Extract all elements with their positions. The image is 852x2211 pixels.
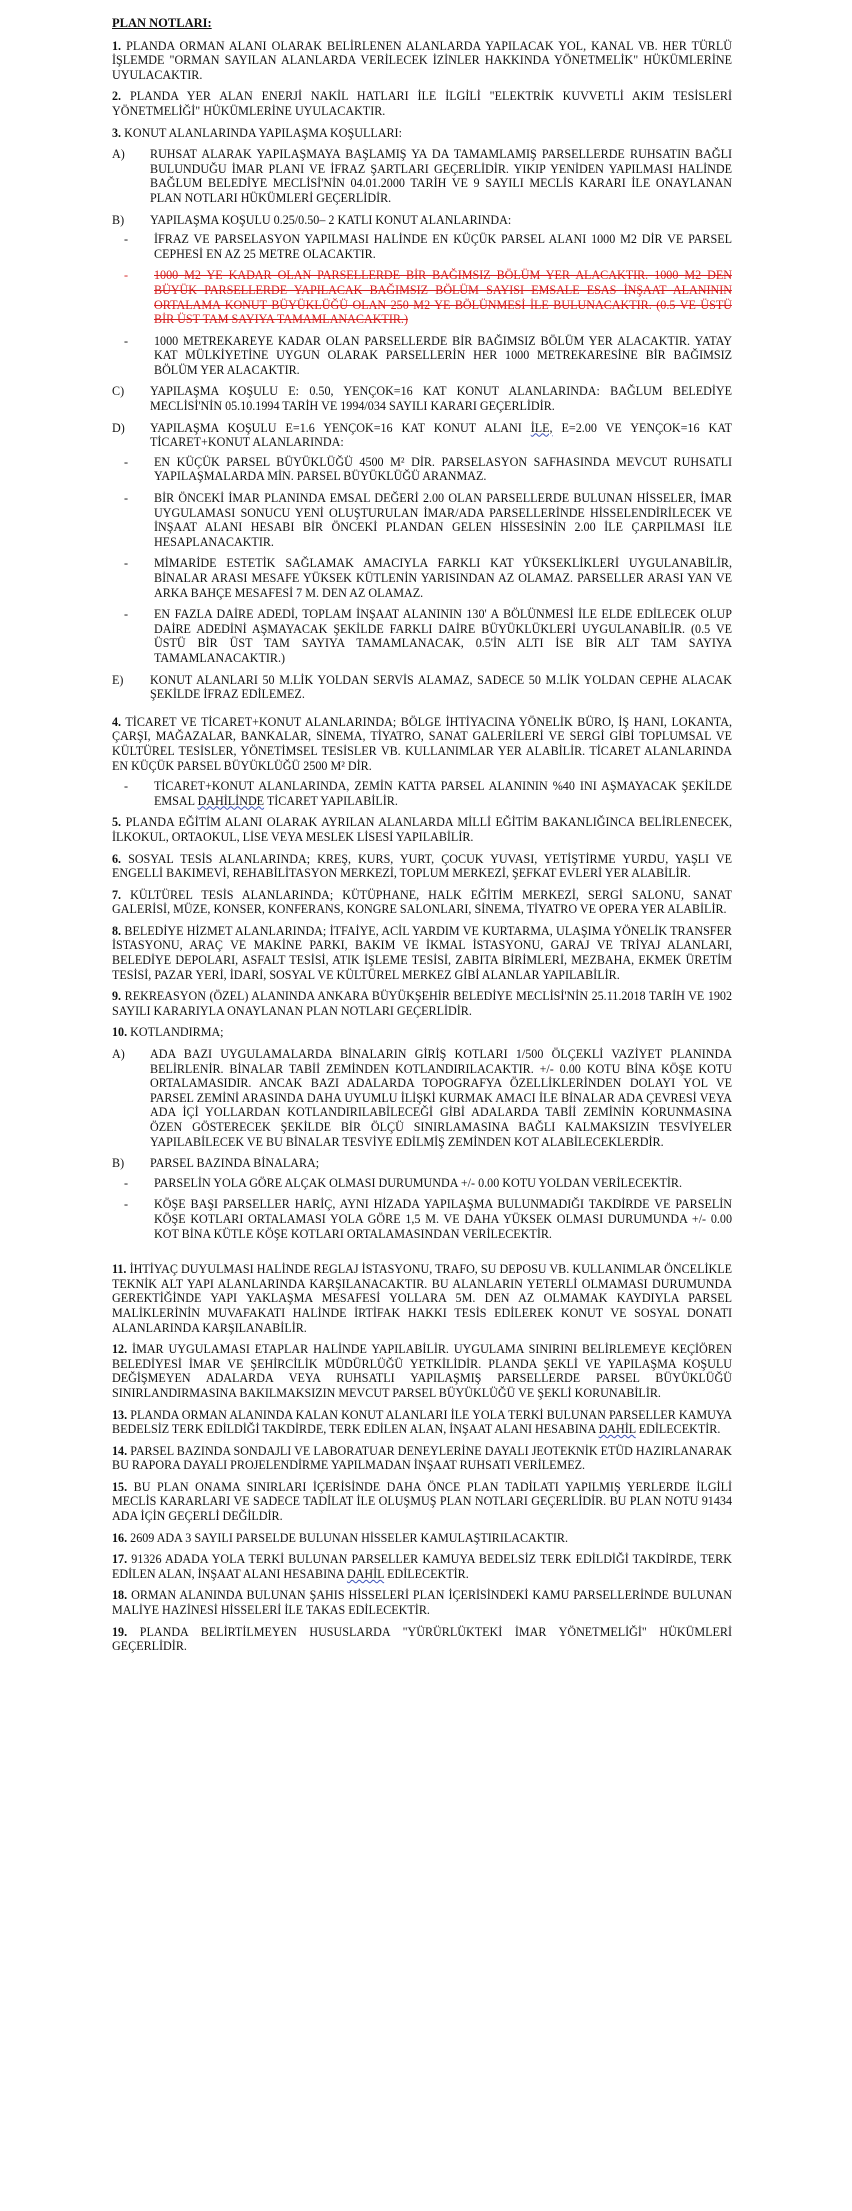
note-number: 9. — [112, 989, 122, 1004]
note-text: PARSEL BAZINDA SONDAJLI VE LABORATUAR DENEYLERİNE DAYALI JEOTEKNİK ETÜD HAZIRLANARAK BU RAPORA DAYALI PROJELENDİRME YAPILMADAN İNŞAAT RUHSATI VERİLEMEZ. — [112, 1443, 733, 1473]
note-10-a — [112, 1047, 732, 1149]
note-text: TİCARET VE TİCARET+KONUT ALANLARINDA; BÖLGE İHTİYACINA YÖNELİK BÜRO, İŞ HANI, LOKANTA, ÇARŞI, MAĞAZALAR, BANKALAR, SİNEMA, TİYATRO, SANAT GALERİLERİ VE SERGİ GİBİ TOPLUMSAL VE KÜLTÜREL TESİSLER, YÖNETİMSEL TESİSLER VB. KULLANIMLAR YER ALABİLİR. TİCARET ALANLARINDA EN KÜÇÜK PARSEL BÜYÜKLÜĞÜ 2500 M² DİR. — [112, 714, 732, 773]
note-number: 14. — [112, 1443, 128, 1458]
spellcheck-word: DAHİL — [598, 1422, 636, 1437]
note-number: 11. — [112, 1262, 127, 1277]
item-text-start: TİCARET+KONUT ALANLARINDA, ZEMİN KATTA PARSEL ALANININ %40 INI AŞMAYACAK ŞEKİLDE EMSAL — [154, 779, 732, 808]
note-12 — [112, 1342, 732, 1400]
note-number: 1. — [112, 38, 122, 53]
note-10-b-list — [112, 1176, 732, 1241]
note-number: 10. — [112, 1025, 128, 1040]
item-label: D) — [112, 420, 125, 435]
note-text-end: EDİLECEKTİR. — [384, 1566, 469, 1581]
note-10 — [112, 1025, 732, 1040]
note-19 — [112, 1625, 732, 1654]
note-18 — [112, 1588, 732, 1617]
note-3-d — [112, 421, 732, 450]
spellcheck-word: DAHİL — [346, 1566, 385, 1581]
note-14 — [112, 1444, 732, 1473]
document-title: PLAN NOTLARI: — [112, 16, 212, 30]
note-16 — [112, 1531, 732, 1546]
note-3-c — [112, 384, 732, 413]
note-number: 19. — [112, 1624, 128, 1639]
spellcheck-word: DAHİLİNDE — [197, 793, 265, 808]
note-number: 12. — [112, 1342, 128, 1357]
item-text — [136, 421, 732, 450]
note-text: 2609 ADA 3 SAYILI PARSELDE BULUNAN HİSSELER KAMULAŞTIRILACAKTIR. — [130, 1530, 569, 1545]
note-text-start: 91326 ADADA YOLA TERKİ BULUNAN PARSELLER KAMUYA BEDELSİZ TERK EDİLDİĞİ TAKDİRDE, TERK EDİLEN ALAN, İNŞAAT ALANI HESABINA — [112, 1552, 732, 1581]
note-7 — [112, 888, 732, 917]
item-text: YAPILAŞMA KOŞULU E: 0.50, YENÇOK=16 KAT KONUT ALANLARINDA: BAĞLUM BELEDİYE MECLİSİ'NİN 05.10.1994 TARİH VE 1994/034 SAYILI KARARI GEÇERLİDİR. — [150, 384, 732, 414]
list-item: - MİMARİDE ESTETİK SAĞLAMAK AMACIYLA FARKLI KAT YÜKSEKLİKLERİ UYGULANABİLİR, BİNALAR ARASI MESAFE YÜKSEK KÜTLENİN YARISINDAN AZ OLAMAZ. PARSELLER ARASI YAN VE ARKA BAHÇE MESAFESİ 7 M. DEN AZ OLAMAZ. — [112, 556, 732, 600]
item-text: RUHSAT ALARAK YAPILAŞMAYA BAŞLAMIŞ YA DA TAMAMLAMIŞ PARSELLERDE RUHSATIN BAĞLI BULUNDUĞU İMAR PLANI VE İFRAZ ŞARTLARI GEÇERLİDİR. YIKIP YENİDEN YAPILMASI HALİNDE BAĞLUM BELEDİYE MECLİSİ'NİN 04.01.2000 TARİH VE 9 SAYILI MECLİS KARARI İLE ONAYLANAN PLAN NOTLARI HÜKÜMLERİ GEÇERLİDİR. — [150, 147, 732, 205]
note-15 — [112, 1480, 732, 1524]
note-number: 17. — [112, 1552, 128, 1567]
note-1 — [112, 39, 732, 83]
note-text: KONUT ALANLARINDA YAPILAŞMA KOŞULLARI: — [124, 125, 402, 140]
note-text: BU PLAN ONAMA SINIRLARI İÇERİSİNDE DAHA ÖNCE PLAN TADİLATI YAPILMIŞ YERLERDE İLGİLİ MECLİS KARARLARI VE SADECE TADİLAT İLE OLUŞMUŞ PLAN NOTLARI GEÇERLİDİR. BU PLAN NOTU 91434 ADA İÇİN GEÇERLİ DEĞİLDİR. — [112, 1479, 732, 1524]
note-text: PLANDA EĞİTİM ALANI OLARAK AYRILAN ALANLARDA MİLLİ EĞİTİM BAKANLIĞINCA BELİRLENECEK, İLKOKUL, ORTAOKUL, LİSE VEYA MESLEK LİSESİ YAPILABİLİR. — [112, 815, 732, 844]
item-label: B) — [112, 1156, 125, 1171]
note-number: 15. — [112, 1479, 128, 1494]
note-number: 16. — [112, 1530, 128, 1545]
item-label: E) — [112, 672, 124, 687]
item-text-end: E=2.00 VE YENÇOK=16 KAT TİCARET+KONUT ALANLARINDA: — [150, 420, 732, 450]
list-item: - 1000 METREKAREYE KADAR OLAN PARSELLERDE BİR BAĞIMSIZ BÖLÜM YER ALACAKTIR. YATAY KAT MÜLKİYETİNE UYGUN OLARAK PARSELLERİN HER 1000 METREKARESİNE BİR BAĞIMSIZ BÖLÜM YER ALACAKTIR. — [112, 334, 732, 378]
note-number: 8. — [112, 923, 122, 938]
list-item: - İFRAZ VE PARSELASYON YAPILMASI HALİNDE EN KÜÇÜK PARSEL ALANI 1000 M2 DİR VE PARSEL CEPHESİ EN AZ 25 METRE OLACAKTIR. — [112, 232, 732, 261]
item-label: C) — [112, 384, 125, 399]
struck-through-item: - 1000 M2 YE KADAR OLAN PARSELLERDE BİR BAĞIMSIZ BÖLÜM YER ALACAKTIR. 1000 M2 DEN BÜYÜK PARSELLERDE YAPILACAK BAĞIMSIZ BÖLÜM SAYISI EMSALE ESAS İNŞAAT ALANININ ORTALAMA KONUT BÜYÜKLÜĞÜ OLAN 250 M2 YE BÖLÜNMESİ İLE BULUNACAKTIR. (0.5 VE ÜSTÜ BİR ÜST TAM SAYIYA TAMAMLANACAKTIR.) — [112, 268, 732, 326]
item-text: ADA BAZI UYGULAMALARDA BİNALARIN GİRİŞ KOTLARI 1/500 ÖLÇEKLİ VAZİYET PLANINDA BELİRLENİR. BİNALAR TABİİ ZEMİNDEN KOTLANDIRILACAKTIR. +/- 0.00 KOTU BİNA KÖŞE KOTU ORTALAMASIDIR. ANCAK BAZI ADALARDA TOPOGRAFYA ÖZELLİKLERİNDEN DOLAYI YOL VE PARSEL ZEMİNİ ARASINDA DAHA UYUMLU İLİŞKİ KURMAK AMACI İLE BİNALAR ADA ÇEVRESİ VEYA ADA İÇİ YOLLARDAN KOTLANDIRILABİLECEĞİ GİBİ ADALARDA TABİİ ZEMİNİN KORUNMASINA ÖZEN GÖSTERECEK ŞEKİLDE BİR ÖLÇÜ SINIRLAMASINA BAĞLI KALMAKSIZIN TESVİYELER YAPILABİLECEK VE BU BİNALAR TESVİYE EDİLMİŞ ZEMİNDEN KOT ALABİLECEKLERDİR. — [150, 1047, 732, 1149]
note-number: 7. — [112, 887, 122, 902]
note-13 — [112, 1408, 732, 1437]
note-text: KÜLTÜREL TESİS ALANLARINDA; KÜTÜPHANE, HALK EĞİTİM MERKEZİ, SERGİ SALONU, SANAT GALERİSİ, MÜZE, KONSER, KONFERANS, KONGRE SALONLARI, SİNEMA, TİYATRO VE OPERA YER ALABİLİR. — [112, 887, 732, 917]
note-number: 6. — [112, 851, 122, 866]
note-number: 2. — [112, 89, 122, 104]
note-text: PLANDA BELİRTİLMEYEN HUSUSLARDA "YÜRÜRLÜKTEKİ İMAR YÖNETMELİĞİ" HÜKÜMLERİ GEÇERLİDİR. — [112, 1624, 732, 1654]
note-text: PLANDA YER ALAN ENERJİ NAKİL HATLARI İLE İLGİLİ "ELEKTRİK KUVVETLİ AKIM TESİSLERİ YÖNETMELİĞİ" HÜKÜMLERİNE UYULACAKTIR. — [112, 89, 732, 118]
note-text: İHTİYAÇ DUYULMASI HALİNDE REGLAJ İSTASYONU, TRAFO, SU DEPOSU VB. KULLANIMLAR ÖNCELİKLE TEKNİK ALT YAPI ALANLARINDA KARŞILANACAKTIR. BU ALANLARIN YETERLİ OLMAMASI DURUMUNDA GEREKTİĞİNDE YAPI YAKLAŞMA MESAFESİ YOLLARA 5M. DEN AZ OLMAMAK KAYDIYLA PARSEL MALİKLERİNİN MUVAFAKATI HALİNDE İRTİFAK HAKKI TESİS EDİLEREK KONUT VE SOSYAL DONATI ALANLARINDA KARŞILANABİLİR. — [112, 1262, 732, 1335]
list-item: - BİR ÖNCEKİ İMAR PLANINDA EMSAL DEĞERİ 2.00 OLAN PARSELLERDE BULUNAN HİSSELER, İMAR UYGULAMASI SONUCU YENİ OLUŞTURULAN İMAR/ADA PARSELLERİNDE HİSSELENDİRİLECEK VE İNŞAAT ALANI HESABI BİR ÖNCEKİ PLANDAN GELEN HİSSESİNİN 2.00 İLE ÇARPILMASI İLE HESAPLANACAKTIR. — [112, 491, 732, 549]
list-item: - KÖŞE BAŞI PARSELLER HARİÇ, AYNI HİZADA YAPILAŞMA BULUNMADIĞI TAKDİRDE VE PARSELİN KÖŞE KOTLARI ORTALAMASI YOLA GÖRE 1,5 M. VE DAHA YÜKSEK OLMASI DURUMUNDA +/- 0.00 KOT BİNA KÜTLE KÖŞE KOTLARI ORTALAMASINDAN VERİLECEKTİR. — [112, 1197, 732, 1241]
note-6 — [112, 852, 732, 881]
note-text: ORMAN ALANINDA BULUNAN ŞAHIS HİSSELERİ PLAN İÇERİSİNDEKİ KAMU PARSELLERİNDE BULUNAN MALİYE HAZİNESİ HİSSELERİ İLE TAKAS EDİLECEKTİR. — [112, 1588, 732, 1618]
note-text: SOSYAL TESİS ALANLARINDA; KREŞ, KURS, YURT, ÇOCUK YUVASI, YETİŞTİRME YURDU, YAŞLI VE ENGELLİ BAKIMEVİ, REHABİLİTASYON MERKEZİ, TOPLUM MERKEZİ, ŞEFKAT EVLERİ YER ALABİLİR. — [112, 851, 732, 881]
note-text-start: PLANDA ORMAN ALANINDA KALAN KONUT ALANLARI İLE YOLA TERKİ BULUNAN PARSELLER KAMUYA BEDELSİZ TERK EDİLDİĞİ TAKDİRDE, TERK EDİLEN ALAN, İNŞAAT ALANI HESABINA — [112, 1407, 732, 1437]
note-9 — [112, 989, 732, 1018]
note-4-list — [112, 779, 732, 808]
note-3 — [112, 126, 732, 141]
item-text-end: TİCARET YAPILABİLİR. — [264, 793, 398, 808]
note-text: BELEDİYE HİZMET ALANLARINDA; İTFAİYE, ACİL YARDIM VE KURTARMA, ULAŞIMA YÖNELİK TRANSFER İSTASYONU, ARAÇ VE MAKİNE PARKI, BAKIM VE İKMAL İSTASYONU, GARAJ VE TRİYAJ ALANLARI, BELEDİYE DEPOLARI, ASFALT TESİSİ, ATIK İŞLEME TESİSİ, ZABITA BİRİMLERİ, MEZBAHA, EKMEK ÜRETİM TESİSİ, PAZAR YERİ, İDARİ, SOSYAL VE KÜLTÜREL MERKEZ GİBİ ALANLAR YAPILABİLİR. — [112, 923, 732, 982]
item-label: A) — [112, 1047, 125, 1062]
item-text: YAPILAŞMA KOŞULU 0.25/0.50– 2 KATLI KONUT ALANLARINDA: — [150, 212, 512, 227]
note-number: 3. — [112, 125, 122, 140]
note-3-b-list — [112, 232, 732, 377]
list-item — [112, 779, 732, 808]
note-3-d-list — [112, 455, 732, 666]
item-label: B) — [112, 212, 125, 227]
note-number: 13. — [112, 1407, 128, 1422]
note-5 — [112, 815, 732, 844]
spellcheck-word: İLE, — [530, 420, 553, 435]
note-17 — [112, 1552, 732, 1581]
note-text: İMAR UYGULAMASI ETAPLAR HALİNDE YAPILABİLİR. UYGULAMA SINIRINI BELİRLEMEYE KEÇİÖREN BELEDİYESİ İMAR VE ŞEHİRCİLİK MÜDÜRLÜĞÜ YETKİLİDİR. PLANDA ŞEKLİ VE YAPILAŞMA KOŞULU DEĞİŞMEYEN ADALARDA VEYA RUHSATLI YAPILAŞMIŞ PARSELLERDE PARSEL BÜYÜKLÜĞÜ SINIRLANDIRMASINA BAKILMAKSIZIN MEVCUT PARSEL BÜYÜKLÜĞÜ VE ŞEKLİ KORUNABİLİR. — [112, 1342, 732, 1400]
note-3-a — [112, 147, 732, 205]
note-3-e — [112, 673, 732, 702]
note-3-b — [112, 213, 732, 228]
item-text: KONUT ALANLARI 50 M.LİK YOLDAN SERVİS ALAMAZ, SADECE 50 M.LİK YOLDAN CEPHE ALACAK ŞEKİLDE İFRAZ EDİLEMEZ. — [150, 672, 732, 702]
note-text: REKREASYON (ÖZEL) ALANINDA ANKARA BÜYÜKŞEHİR BELEDİYE MECLİSİ'NİN 25.11.2018 TARİH VE 1902 SAYILI KARARIYLA ONAYLANAN PLAN NOTLARI GEÇERLİDİR. — [112, 989, 733, 1018]
note-4 — [112, 715, 732, 773]
list-item: - PARSELİN YOLA GÖRE ALÇAK OLMASI DURUMUNDA +/- 0.00 KOTU YOLDAN VERİLECEKTİR. — [112, 1176, 732, 1191]
item-label: A) — [112, 147, 125, 162]
note-11 — [112, 1262, 732, 1335]
item-text: PARSEL BAZINDA BİNALARA; — [150, 1156, 320, 1171]
note-text-end: EDİLECEKTİR. — [635, 1422, 721, 1437]
note-2 — [112, 89, 732, 118]
note-8 — [112, 924, 732, 982]
note-text: KOTLANDIRMA; — [130, 1025, 224, 1040]
list-item: - EN KÜÇÜK PARSEL BÜYÜKLÜĞÜ 4500 M² DİR. PARSELASYON SAFHASINDA MEVCUT RUHSATLI YAPILAŞMALARDA MİN. PARSEL BÜYÜKLÜĞÜ ARANMAZ. — [112, 455, 732, 484]
note-text: PLANDA ORMAN ALANI OLARAK BELİRLENEN ALANLARDA YAPILACAK YOL, KANAL VB. HER TÜRLÜ İŞLEMDE "ORMAN SAYILAN ALANLARDA VERİLECEK İZİNLER HAKKINDA YÖNETMELİK" HÜKÜMLERİNE UYULACAKTIR. — [112, 38, 732, 82]
note-10-b — [112, 1156, 732, 1171]
list-item: - EN FAZLA DAİRE ADEDİ, TOPLAM İNŞAAT ALANININ 130' A BÖLÜNMESİ İLE ELDE EDİLECEK OLUP DAİRE ADEDİNİ AŞMAYACAK ŞEKİLDE FARKLI DAİRE BÜYÜKLÜKLERİ UYGULANABİLİR. (0.5 VE ÜSTÜ BİR ÜST TAM SAYIYA TAMAMLANACAK, 0.5'İN ALTI İSE BİR ALT TAM SAYIYA TAMAMLANACAKTIR.) — [112, 607, 732, 665]
item-text-start: YAPILAŞMA KOŞULU E=1.6 YENÇOK=16 KAT KONUT ALANI — [150, 420, 531, 435]
note-number: 5. — [112, 815, 122, 830]
note-number: 4. — [112, 714, 122, 729]
note-number: 18. — [112, 1588, 128, 1603]
